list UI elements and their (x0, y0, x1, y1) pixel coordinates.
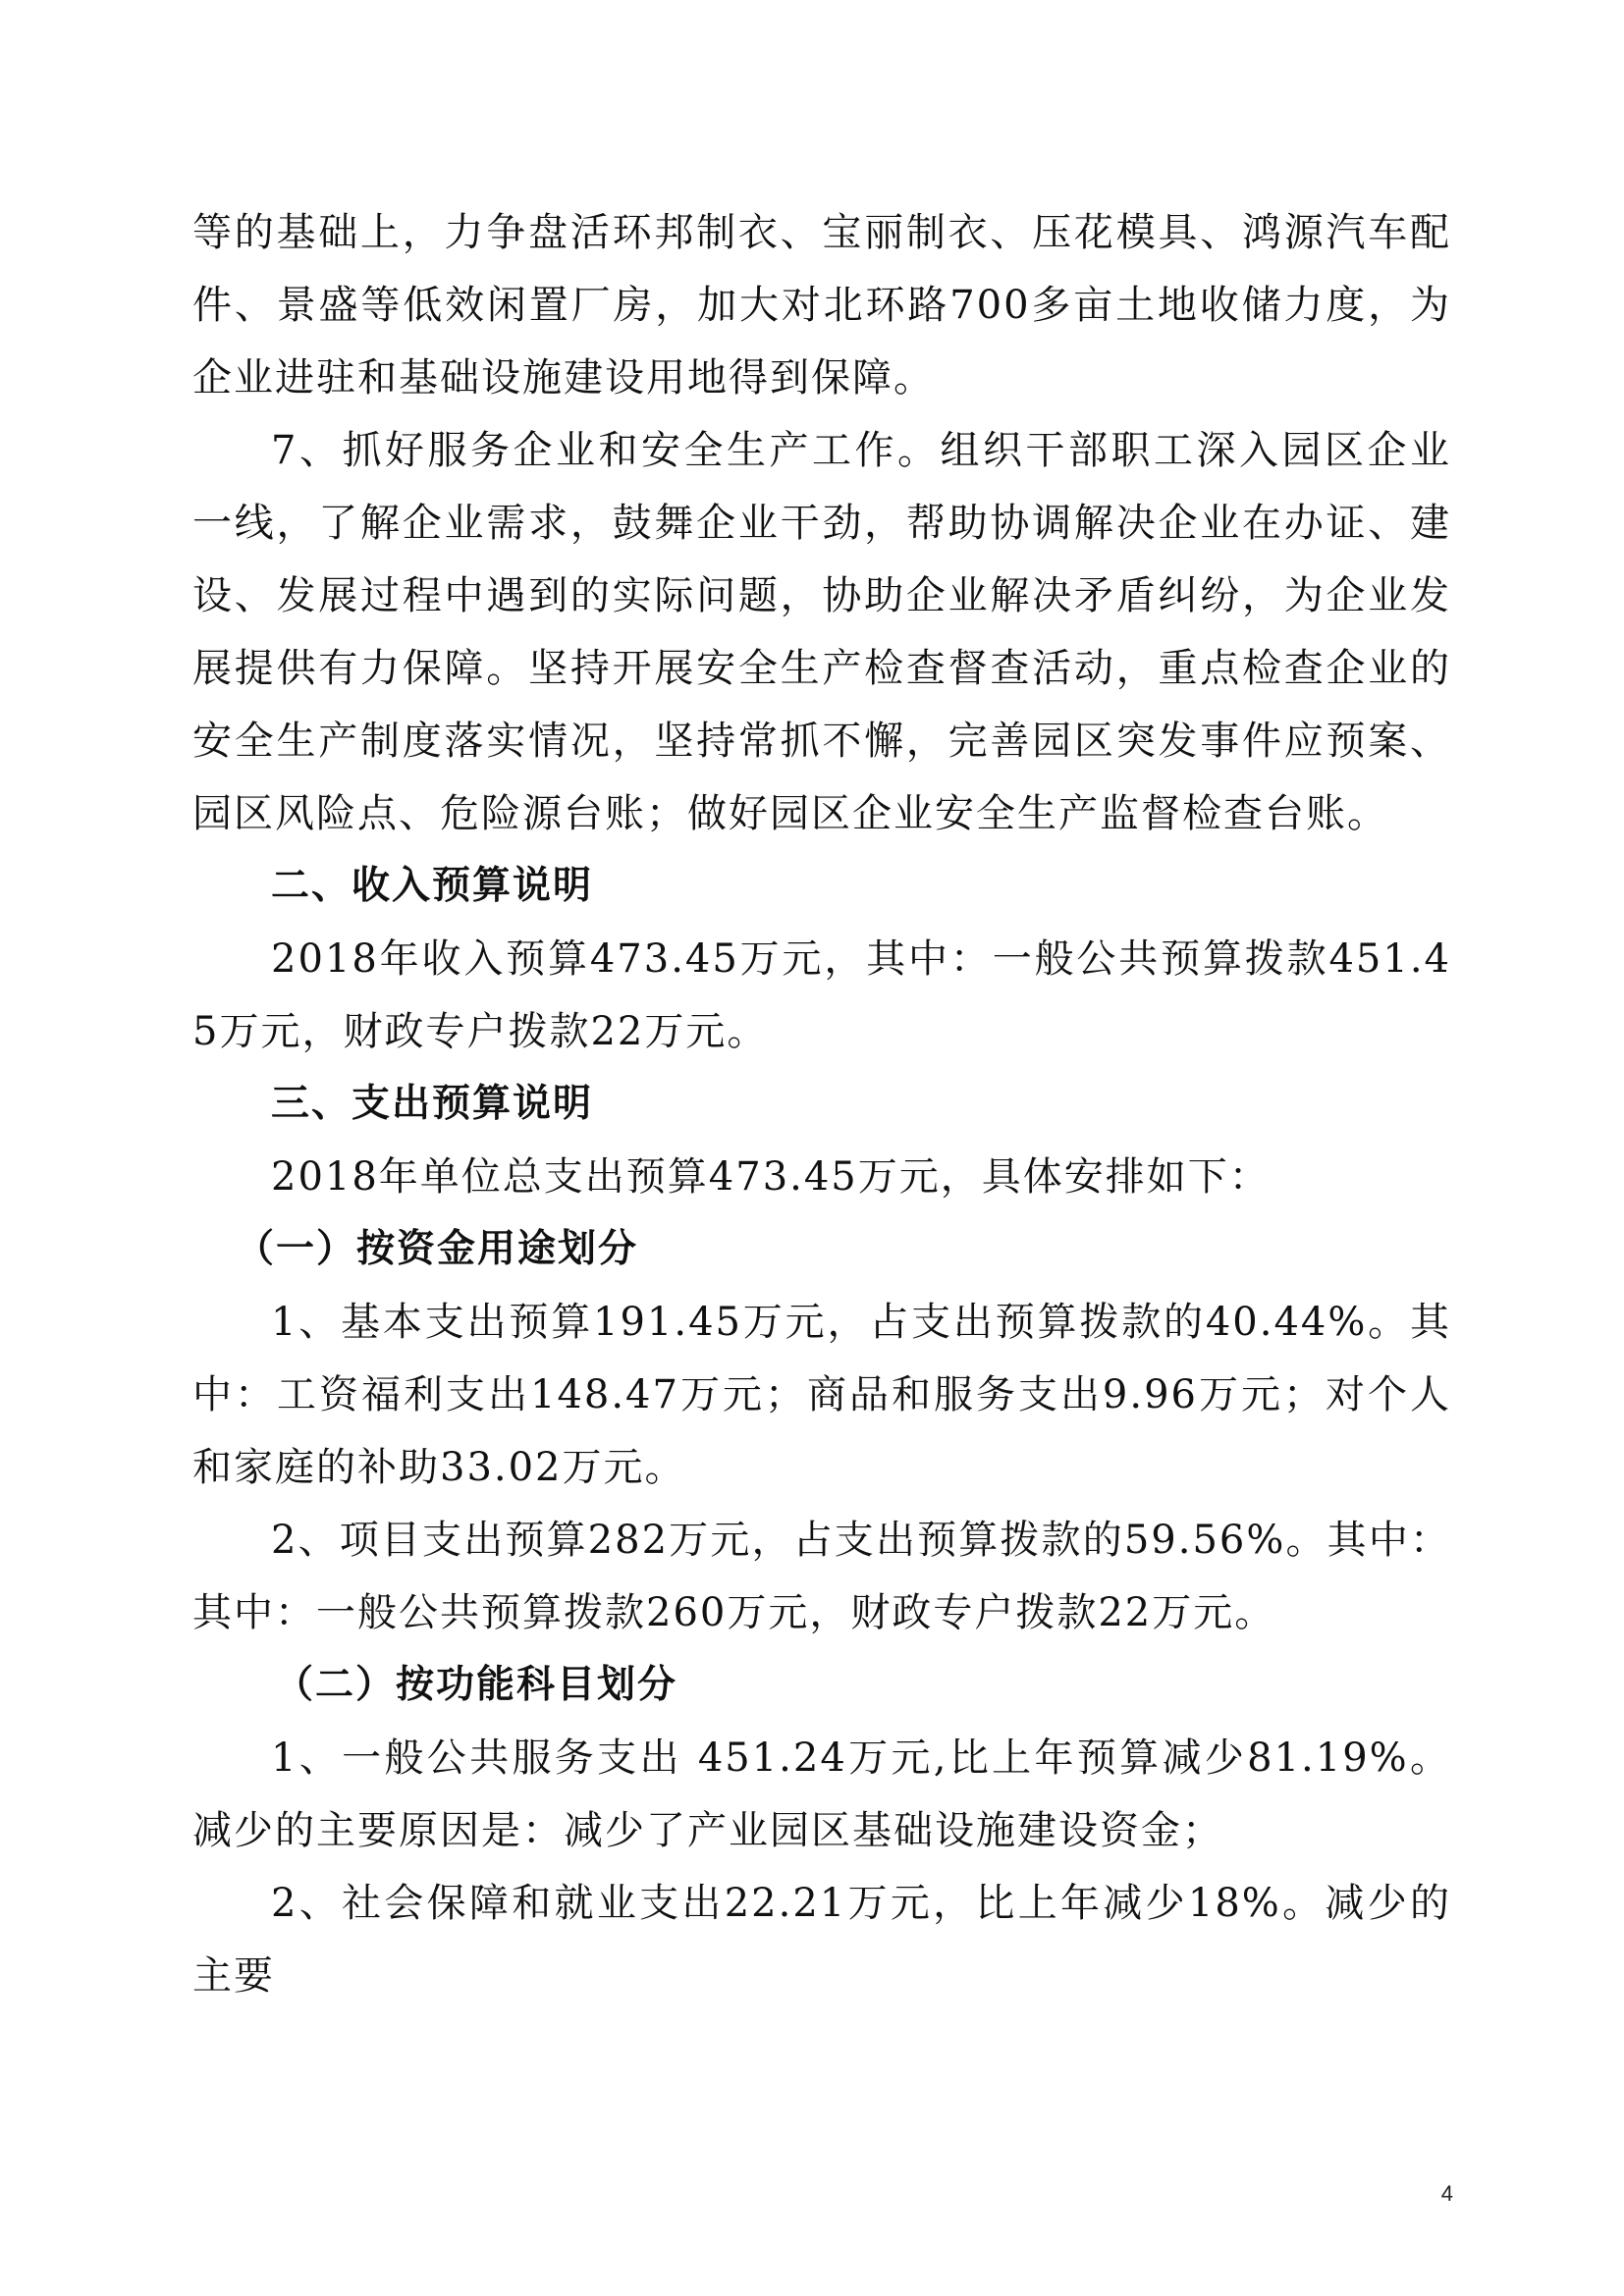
section-heading-income-budget: 二、收入预算说明 (271, 864, 594, 908)
page-number: 4 (1440, 2181, 1453, 2206)
paragraph-public-service-expenditure: 1、一般公共服务支出 451.24万元,比上年预算减少81.19%。减少的主要原因是：减少了产业园区基础设施建设资金； (192, 1735, 1451, 1853)
section-heading-expenditure-budget: 三、支出预算说明 (271, 1082, 594, 1126)
paragraph-basic-expenditure: 1、基本支出预算191.45万元，占支出预算拨款的40.44%。其中：工资福利支出148.47万元；商品和服务支出9.96万元；对个人和家庭的补助33.02万元。 (192, 1300, 1451, 1490)
paragraph-land-revitalization: 等的基础上，力争盘活环邦制衣、宝丽制衣、压花模具、鸿源汽车配件、景盛等低效闲置厂房，加大对北环路700多亩土地收储力度，为企业进驻和基础设施建设用地得到保障。 (192, 210, 1451, 400)
document-body (192, 196, 1451, 2012)
paragraph-income-budget: 2018年收入预算473.45万元，其中：一般公共预算拨款451.45万元，财政专户拨款22万元。 (192, 936, 1451, 1054)
paragraph-social-security-expenditure: 2、社会保障和就业支出22.21万元，比上年减少18%。减少的主要 (192, 1881, 1451, 1999)
subheading-by-function: （二）按功能科目划分 (275, 1663, 678, 1707)
paragraph-service-safety: 7、抓好服务企业和安全生产工作。组织干部职工深入园区企业一线，了解企业需求，鼓舞企业干劲，帮助协调解决企业在办证、建设、发展过程中遇到的实际问题，协助企业解决矛盾纠纷，为企业发展提供有力保障。坚持开展安全生产检查督查活动，重点检查企业的安全生产制度落实情况，坚持常抓不懈，完善园区突发事件应预案、园区风险点、危险源台账；做好园区企业安全生产监督检查台账。 (192, 428, 1451, 836)
subheading-by-fund-use: （一）按资金用途划分 (236, 1227, 639, 1271)
paragraph-expenditure-total: 2018年单位总支出预算473.45万元，具体安排如下： (271, 1154, 1271, 1200)
paragraph-project-expenditure: 2、项目支出预算282万元，占支出预算拨款的59.56%。其中：其中：一般公共预算拨款260万元，财政专户拨款22万元。 (192, 1518, 1451, 1635)
